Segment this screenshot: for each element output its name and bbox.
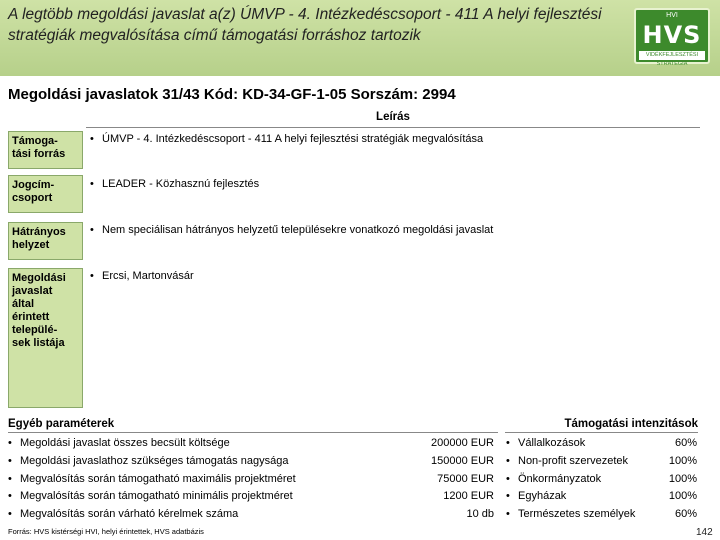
intensity-item: • Non-profit szervezetek	[506, 455, 629, 467]
param-item: • Megvalósítás során támogatható maximális projektméret	[8, 473, 296, 485]
intensity-value: 100%	[668, 490, 697, 502]
intensity-value: 60%	[674, 508, 697, 520]
label-measure-group: Jogcím- csoport	[8, 175, 83, 213]
intensity-item: • Vállalkozások	[506, 437, 586, 449]
param-value: 75000 EUR	[437, 473, 494, 485]
hvs-logo	[634, 8, 710, 67]
header-title: A legtöbb megoldási javaslat a(z) ÚMVP - 4. Intézkedéscsoport - 411 A helyi fejlesztési stratégiák megvalósítása című támogatási forráshoz tartozik	[8, 6, 602, 44]
param-item: • Megoldási javaslathoz szükséges támogatás nagysága	[8, 455, 289, 467]
param-item: • Megoldási javaslat összes becsült költsége	[8, 437, 230, 449]
label-affected-settlements: Megoldási javaslat által érintett települé- sek listája	[8, 268, 83, 408]
page-number: 142	[696, 527, 713, 538]
logo-sub-text: VIDÉKFEJLESZTÉSI STRATÉGIA	[639, 51, 705, 60]
intensity-value: 100%	[668, 455, 697, 467]
logo-top-text: HVI	[666, 12, 678, 19]
params-heading: Egyéb paraméterek	[8, 418, 498, 433]
source-note: Forrás: HVS kistérségi HVI, helyi érintettek, HVS adatbázis	[8, 527, 204, 536]
header-banner	[0, 0, 720, 76]
bullet: •	[90, 133, 94, 145]
intensity-value: 60%	[674, 437, 697, 449]
param-value: 200000 EUR	[431, 437, 494, 449]
param-item: • Megvalósítás során várható kérelmek száma	[8, 508, 239, 520]
intensity-item: • Önkormányzatok	[506, 473, 602, 485]
param-value: 1200 EUR	[443, 490, 494, 502]
bullet: •	[90, 224, 94, 236]
value-disadvantage: • Nem speciálisan hátrányos helyzetű településekre vonatkozó megoldási javaslat	[90, 224, 494, 236]
page-title: Megoldási javaslatok 31/43 Kód: KD-34-GF-1-05 Sorszám: 2994	[8, 86, 456, 103]
intensity-item: • Természetes személyek	[506, 508, 636, 520]
label-support-source: Támoga- tási forrás	[8, 131, 83, 169]
value-support-source: • ÚMVP - 4. Intézkedéscsoport - 411 A helyi fejlesztési stratégiák megvalósítása	[90, 133, 484, 145]
param-item: • Megvalósítás során támogatható minimális projektméret	[8, 490, 293, 502]
bullet: •	[90, 178, 94, 190]
description-heading: Leírás	[86, 111, 700, 128]
param-value: 150000 EUR	[431, 455, 494, 467]
intensity-heading: Támogatási intenzitások	[505, 418, 698, 433]
param-value: 10 db	[466, 508, 494, 520]
intensity-value: 100%	[668, 473, 697, 485]
label-disadvantage: Hátrányos helyzet	[8, 222, 83, 260]
logo-main-text: HVS	[642, 21, 702, 49]
value-measure-group: • LEADER - Közhasznú fejlesztés	[90, 178, 260, 190]
value-affected-settlements: • Ercsi, Martonvásár	[90, 270, 194, 282]
bullet: •	[90, 270, 94, 282]
intensity-item: • Egyházak	[506, 490, 567, 502]
